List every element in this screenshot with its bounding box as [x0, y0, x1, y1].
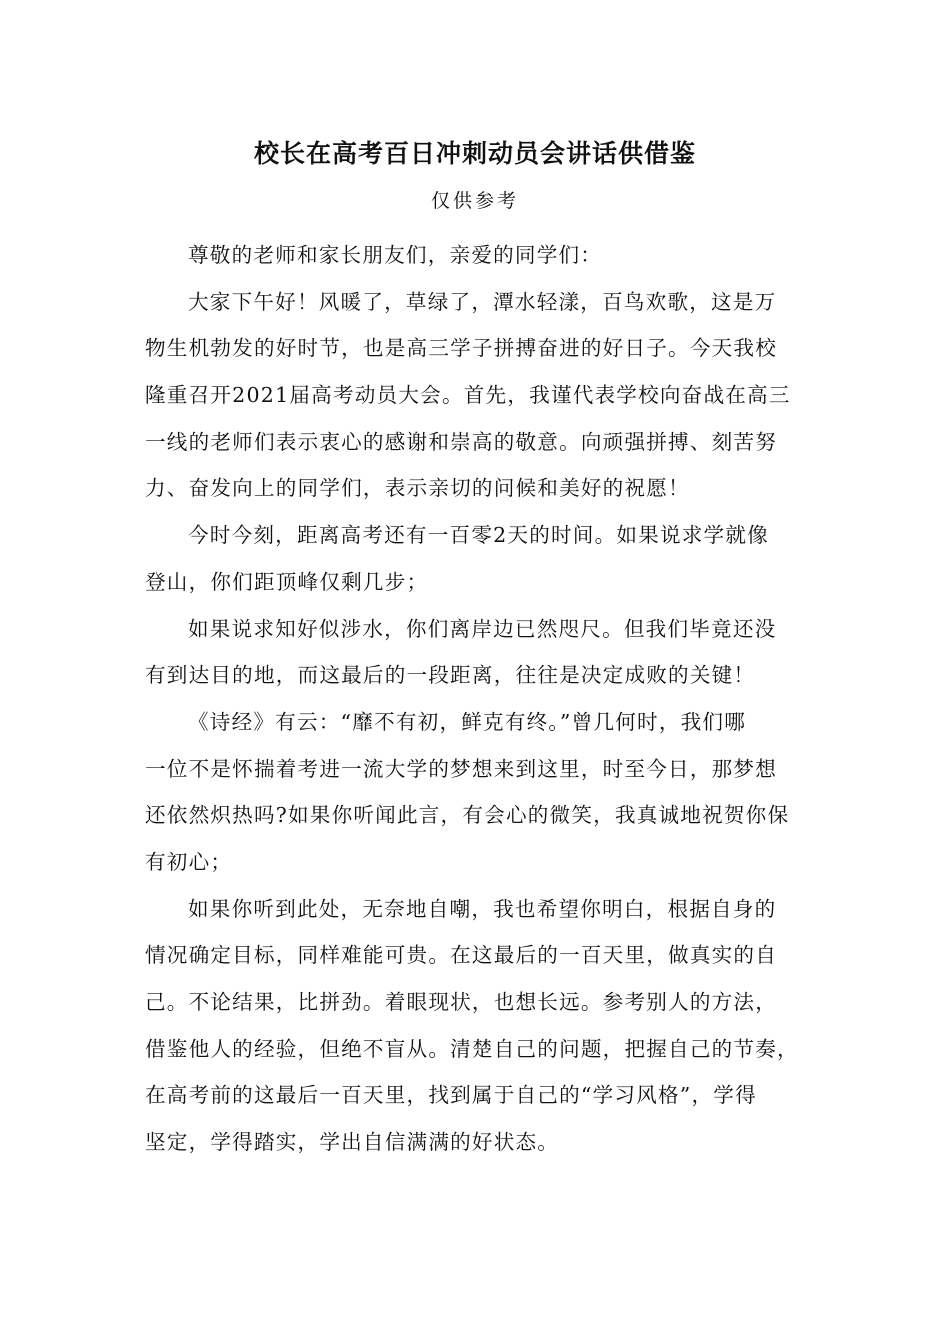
paragraph-line: 《诗经》有云：“靡不有初，鲜克有终。”曾几何时，我们哪 — [188, 709, 746, 734]
paragraph-line: 今时今刻，距离高考还有一百零2天的时间。如果说求学就像 — [188, 523, 769, 548]
salutation-line: 尊敬的老师和家长朋友们，亲爱的同学们： — [188, 243, 603, 267]
paragraph-line: 在高考前的这最后一百天里，找到属于自己的“学习风格”，学得 — [145, 1083, 757, 1108]
paragraph-line: 一线的老师们表示衷心的感谢和崇高的敬意。向顽强拼搏、刻苦努 — [145, 429, 778, 454]
paragraph-line: 登山，你们距顶峰仅剩几步； — [145, 569, 429, 594]
paragraph-line: 有到达目的地，而这最后的一段距离，往往是决定成败的关键！ — [145, 663, 756, 688]
paragraph-line: 有初心； — [145, 849, 233, 874]
paragraph-line: 如果你听到此处，无奈地自嘲，我也希望你明白，根据自身的 — [188, 896, 777, 921]
document-body — [145, 232, 805, 1166]
paragraph-line: 大家下午好！风暖了，草绿了，潭水轻漾，百鸟欢歌，这是万 — [188, 289, 777, 314]
document-title: 校长在高考百日冲刺动员会讲话供借鉴 — [253, 139, 696, 168]
paragraph-line: 情况确定目标，同样难能可贵。在这最后的一百天里，做真实的自 — [145, 943, 778, 968]
paragraph-line: 借鉴他人的经验，但绝不盲从。清楚自己的问题，把握自己的节奏， — [145, 1036, 799, 1061]
paragraph-line: 力、奋发向上的同学们，表示亲切的问候和美好的祝愿！ — [145, 476, 690, 501]
paragraph-line: 物生机勃发的好时节，也是高三学子拼搏奋进的好日子。今天我校 — [145, 336, 778, 361]
paragraph-line: 己。不论结果，比拼劲。着眼现状，也想长远。参考别人的方法， — [145, 990, 778, 1014]
paragraph-line: 一位不是怀揣着考进一流大学的梦想来到这里，时至今日，那梦想 — [145, 756, 778, 781]
paragraph-line: 还依然炽热吗?如果你听闻此言，有会心的微笑，我真诚地祝贺你保 — [145, 803, 790, 828]
paragraph-line: 坚定，学得踏实，学出自信满满的好状态。 — [145, 1130, 560, 1155]
document-subtitle: 仅供参考 — [430, 190, 519, 212]
paragraph-line: 如果说求知好似涉水，你们离岸边已然咫尺。但我们毕竟还没 — [188, 616, 777, 641]
paragraph-line: 隆重召开2021届高考动员大会。首先，我谨代表学校向奋战在高三 — [145, 383, 791, 408]
